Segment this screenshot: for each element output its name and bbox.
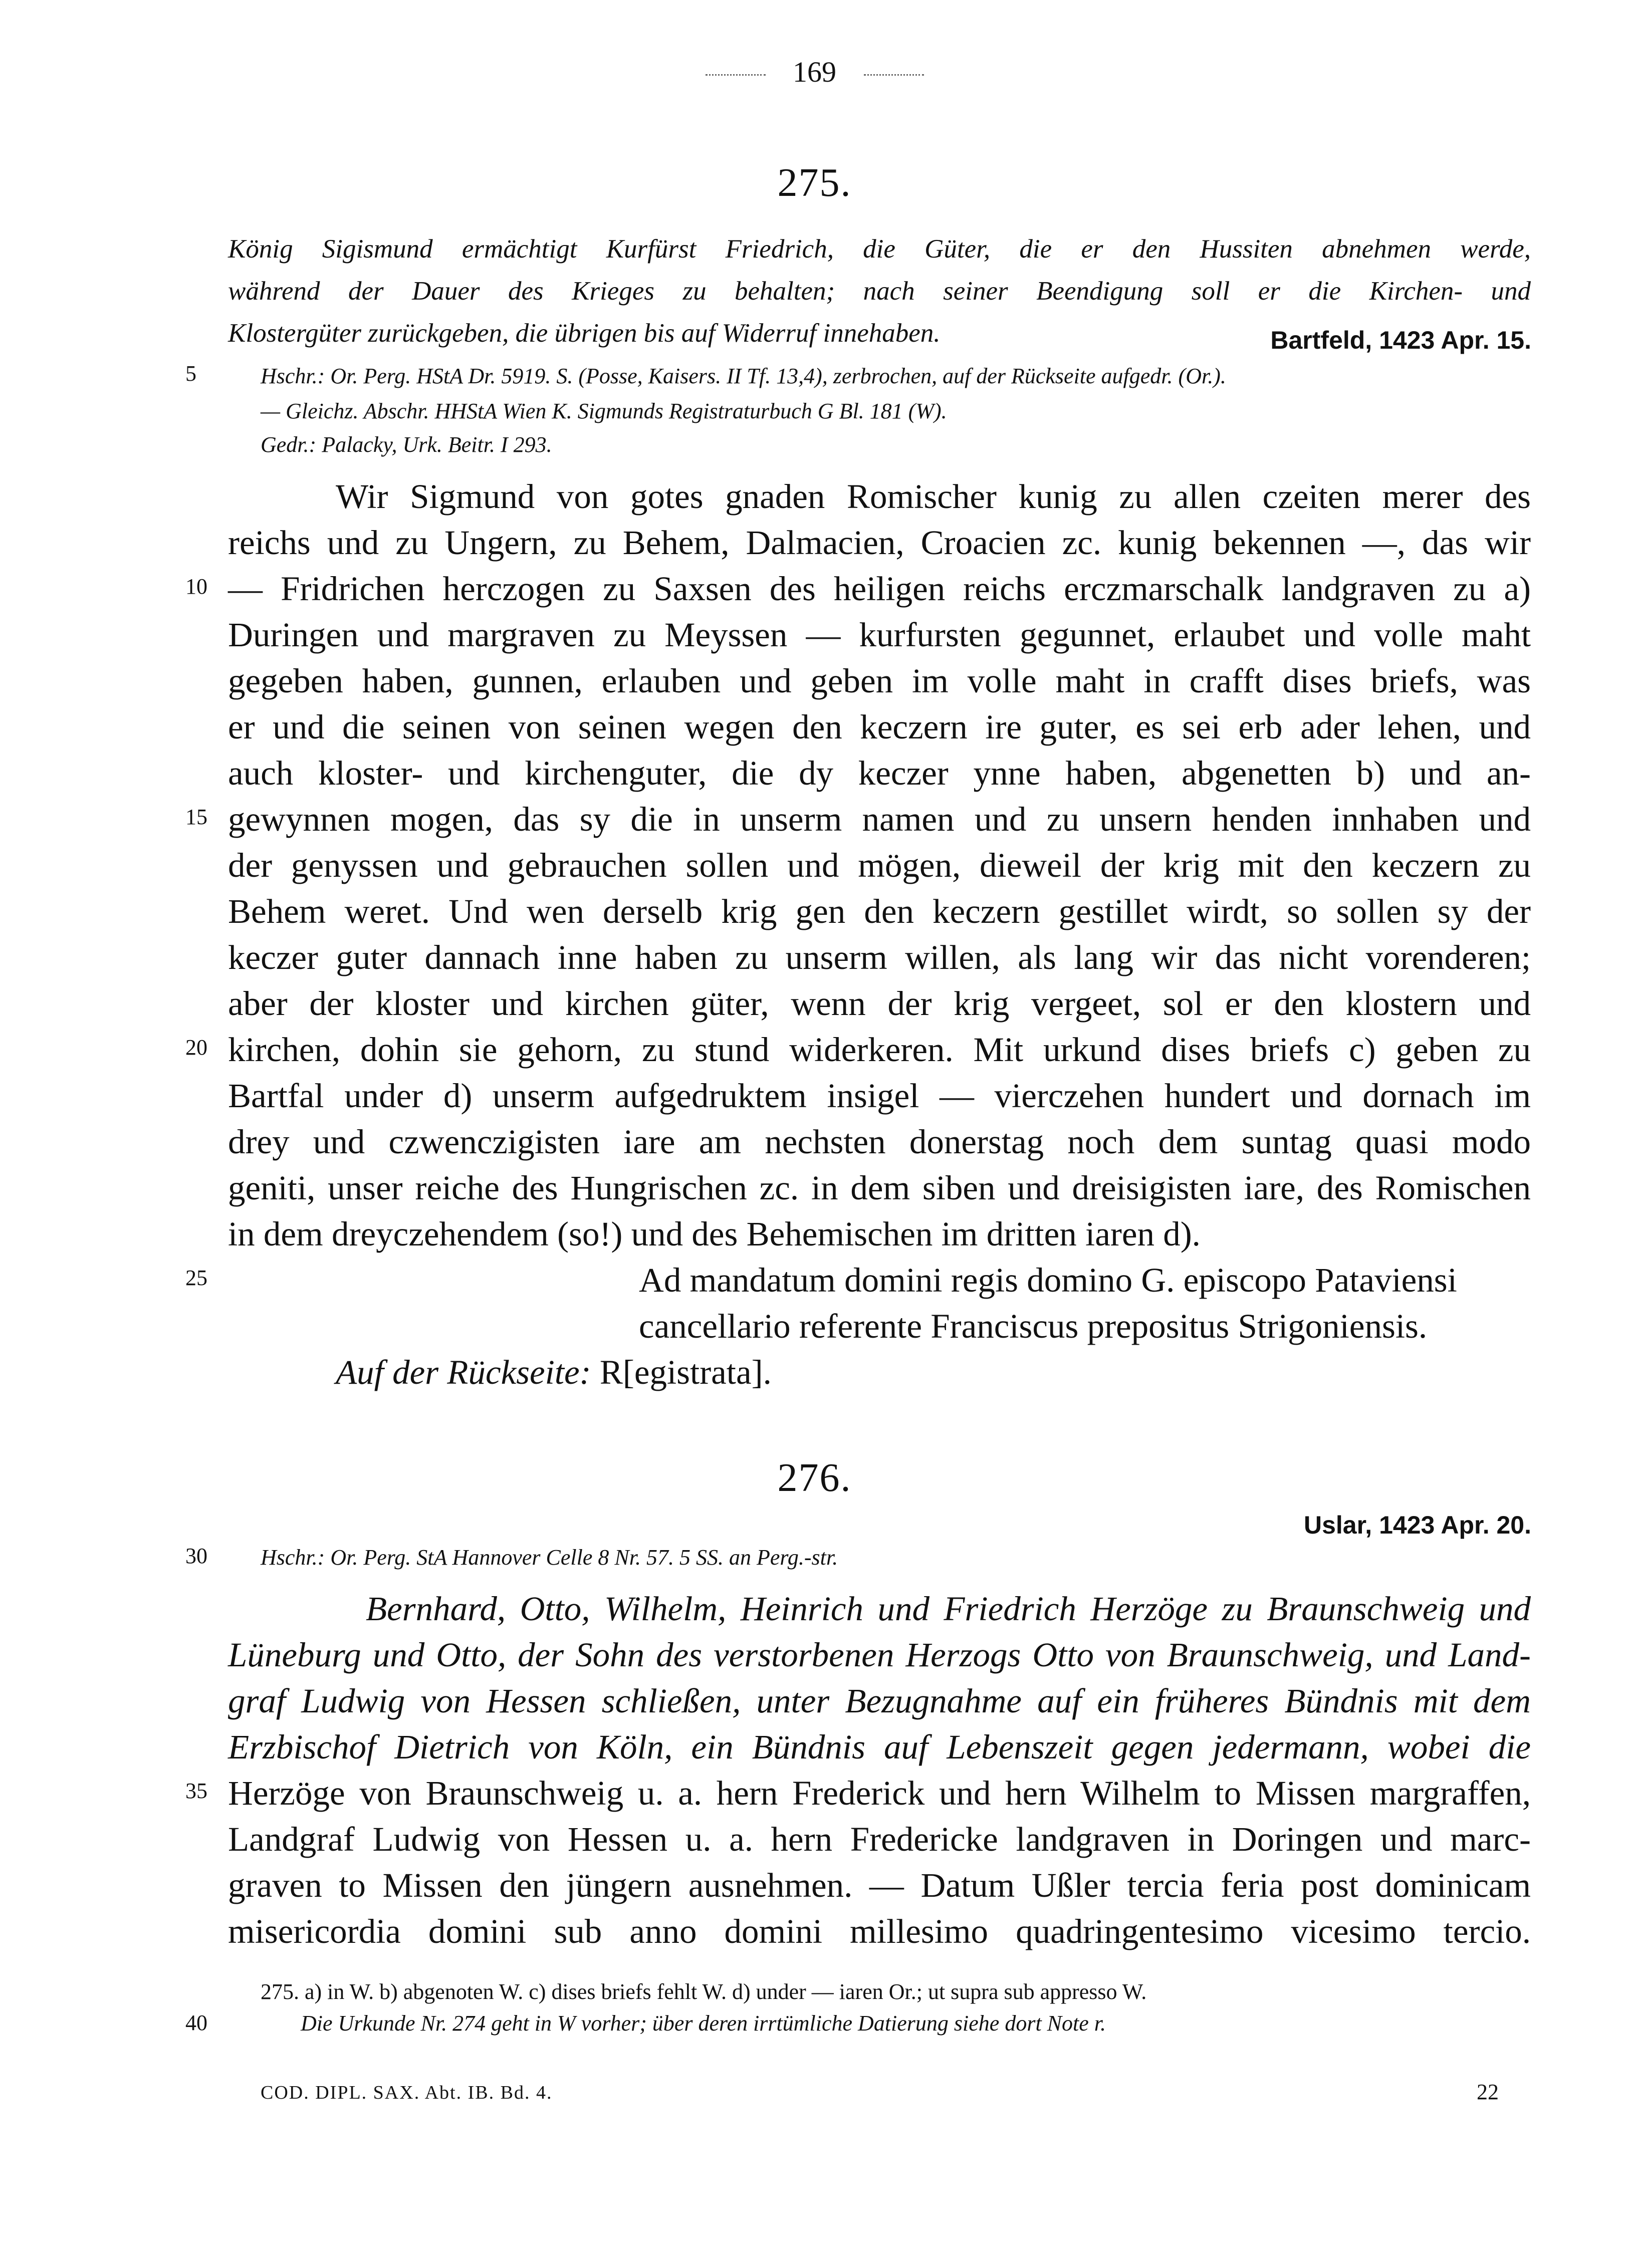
document-number-275: 275.: [777, 161, 852, 205]
dorse-note: [336, 1349, 772, 1395]
footnote-line: Die Urkunde Nr. 274 geht in W vorher; über deren irrtümliche Datierung siehe dort Note r.: [301, 2011, 1106, 2036]
text-line: drey und czwenczigisten iare am nechsten donerstag noch dem suntag quasi modo: [228, 1123, 1531, 1161]
text-line: kirchen, dohin sie gehorn, zu stund widerkeren. Mit urkund dises briefs c) geben zu: [228, 1031, 1531, 1069]
line-number: 25: [185, 1266, 207, 1290]
footer-sheet: 22: [1477, 2080, 1499, 2104]
regest-line: während der Dauer des Krieges zu behalten; nach seiner Beendigung soll er die Kirchen- und: [228, 277, 1531, 306]
text-line: Wir Sigmund von gotes gnaden Romischer kunig zu allen czeiten merer des: [336, 477, 1531, 516]
text-line: Herzöge von Braunschweig u. a. hern Frederick und hern Wilhelm to Missen margraffen,: [228, 1774, 1531, 1812]
mandate-line: Ad mandatum domini regis domino G. episcopo Pataviensi: [639, 1261, 1457, 1299]
text-line: graf Ludwig von Hessen schließen, unter Bezugnahme auf ein früheres Bündnis mit dem: [228, 1682, 1531, 1720]
text-line: Duringen und margraven zu Meyssen — kurfursten gegunnet, erlaubet und volle maht: [228, 616, 1531, 654]
page-header: [0, 55, 1629, 89]
divider: [864, 74, 924, 76]
divider: [706, 74, 766, 76]
text-line: Erzbischof Dietrich von Köln, ein Bündnis auf Lebenszeit gegen jedermann, wobei die: [228, 1728, 1531, 1766]
text-line: graven to Missen den jüngern ausnehmen. — Datum Ußler tercia feria post dominicam: [228, 1866, 1531, 1904]
text-line: Bernhard, Otto, Wilhelm, Heinrich und Friedrich Herzöge zu Braunschweig und: [366, 1590, 1531, 1628]
dorse-label: Auf der Rückseite:: [336, 1353, 591, 1391]
dorse-text: R[egistrata].: [599, 1353, 772, 1391]
text-line: in dem dreyczehendem (so!) und des Behemischen im dritten iaren d).: [228, 1215, 1201, 1253]
source-line: Hschr.: Or. Perg. HStA Dr. 5919. S. (Posse, Kaisers. II Tf. 13,4), zerbrochen, auf der Rückseite aufgedr. (Or.).: [261, 364, 1226, 388]
footnote-line: 275. a) in W. b) abgenoten W. c) dises briefs fehlt W. d) under — iaren Or.; ut supra sub appresso W.: [261, 1979, 1147, 2004]
text-line: gegeben haben, gunnen, erlauben und geben im volle maht in crafft dises briefs, was: [228, 662, 1531, 700]
source-line: Gedr.: Palacky, Urk. Beitr. I 293.: [261, 432, 552, 457]
text-line: der genyssen und gebrauchen sollen und mögen, dieweil der krig mit den keczern zu: [228, 846, 1531, 884]
regest-line: König Sigismund ermächtigt Kurfürst Friedrich, die Güter, die er den Hussiten abnehmen werde,: [228, 234, 1531, 264]
text-line: reichs und zu Ungern, zu Behem, Dalmacien, Croacien zc. kunig bekennen —, das wir: [228, 524, 1531, 562]
line-number: 5: [185, 361, 196, 386]
text-line: — Fridrichen herczogen zu Saxsen des heiligen reichs erczmarschalk landgraven zu a): [228, 570, 1531, 608]
text-line: Behem weret. Und wen derselb krig gen den keczern gestillet wirdt, so sollen sy der: [228, 892, 1531, 930]
text-line: gewynnen mogen, das sy die in unserm namen und zu unsern henden innhaben und: [228, 800, 1531, 838]
regest-line: Klostergüter zurückgeben, die übrigen bis auf Widerruf innehaben.: [228, 319, 941, 348]
line-number: 10: [185, 574, 207, 599]
text-line: misericordia domini sub anno domini millesimo quadringentesimo vicesimo tercio.: [228, 1912, 1531, 1950]
line-number: 15: [185, 805, 207, 829]
line-number: 30: [185, 1544, 207, 1568]
text-line: Lüneburg und Otto, der Sohn des verstorbenen Herzogs Otto von Braunschweig, und Land-: [228, 1636, 1531, 1674]
text-line: auch kloster- und kirchenguter, die dy keczer ynne haben, abgenetten b) und an-: [228, 754, 1531, 792]
text-line: aber der kloster und kirchen güter, wenn der krig vergeet, sol er den klostern und: [228, 984, 1531, 1023]
mandate-line: cancellario referente Franciscus prepositus Strigoniensis.: [639, 1307, 1428, 1345]
line-number: 35: [185, 1779, 207, 1803]
source-line: Hschr.: Or. Perg. StA Hannover Celle 8 Nr. 57. 5 SS. an Perg.-str.: [261, 1545, 838, 1570]
footer-signature: COD. DIPL. SAX. Abt. IB. Bd. 4.: [261, 2082, 553, 2103]
document-number-276: 276.: [777, 1456, 852, 1500]
page-number: 169: [793, 56, 836, 88]
text-line: er und die seinen von seinen wegen den keczern ire guter, es sei erb ader lehen, und: [228, 708, 1531, 746]
text-line: Landgraf Ludwig von Hessen u. a. hern Fredericke landgraven in Doringen und marc-: [228, 1820, 1531, 1858]
text-line: Bartfal under d) unserm aufgedruktem insigel — vierczehen hundert und dornach im: [228, 1077, 1531, 1115]
text-line: keczer guter dannach inne haben zu unserm willen, als lang wir das nicht vorenderen;: [228, 938, 1531, 976]
line-number: 40: [185, 2010, 207, 2035]
place-date-275: Bartfeld, 1423 Apr. 15.: [1270, 326, 1531, 354]
text-line: geniti, unser reiche des Hungrischen zc. in dem siben und dreisigisten iare, des Romischen: [228, 1169, 1531, 1207]
line-number: 20: [185, 1035, 207, 1060]
source-line: — Gleichz. Abschr. HHStA Wien K. Sigmunds Registraturbuch G Bl. 181 (W).: [261, 399, 947, 423]
place-date-276: Uslar, 1423 Apr. 20.: [1303, 1511, 1531, 1539]
